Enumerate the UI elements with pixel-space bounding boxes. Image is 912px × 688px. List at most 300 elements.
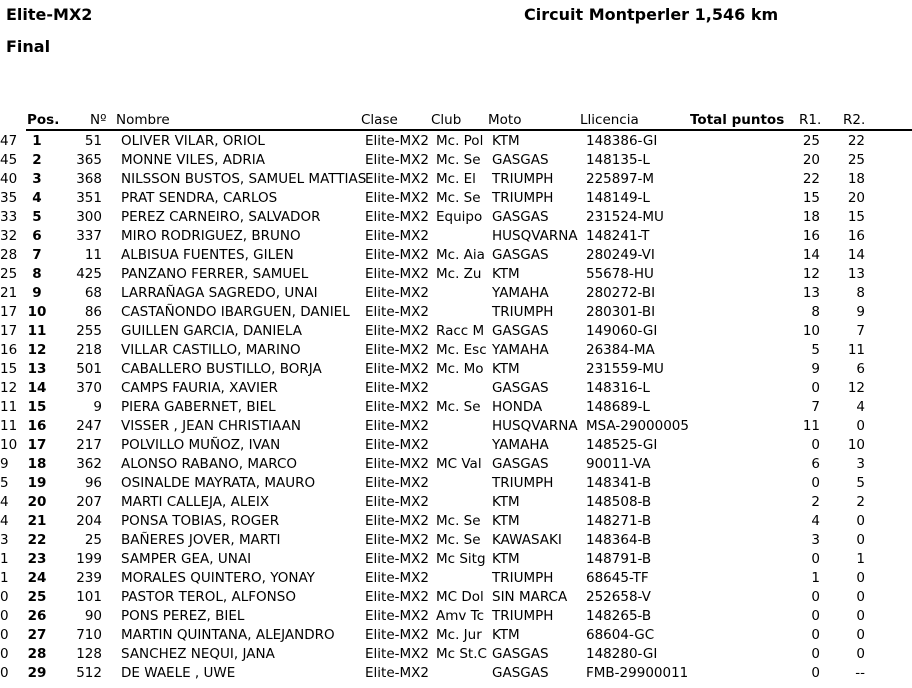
license-cell: 148316-L <box>586 380 650 396</box>
rider-name-cell: VILLAR CASTILLO, MARINO <box>121 342 301 358</box>
rider-name-cell: SAMPER GEA, UNAI <box>121 551 252 567</box>
total-points-cell: 25 <box>0 266 18 282</box>
race2-points-cell: 3 <box>856 456 865 472</box>
license-cell: 148508-B <box>586 494 652 510</box>
race1-points-cell: 4 <box>811 513 820 529</box>
position-cell: 22 <box>27 532 47 548</box>
class-cell: Elite-MX2 <box>365 266 429 282</box>
club-cell: MC Dol <box>436 589 484 605</box>
race2-points-cell: 9 <box>856 304 865 320</box>
license-cell: 148689-L <box>586 399 650 415</box>
position-cell: 19 <box>27 475 47 491</box>
rider-name-cell: OLIVER VILAR, ORIOL <box>121 133 265 149</box>
rider-number-cell: 25 <box>84 532 102 548</box>
race2-points-cell: 25 <box>847 152 865 168</box>
race2-points-cell: 0 <box>856 418 865 434</box>
table-row <box>0 550 912 569</box>
total-points-cell: 47 <box>0 133 18 149</box>
table-row <box>0 341 912 360</box>
table-row <box>0 436 912 455</box>
table-row <box>0 265 912 284</box>
license-cell: 68645-TF <box>586 570 649 586</box>
license-cell: 148265-B <box>586 608 652 624</box>
rider-name-cell: ALONSO RABANO, MARCO <box>121 456 298 472</box>
rider-number-cell: 512 <box>76 665 102 681</box>
rider-name-cell: PONS PEREZ, BIEL <box>121 608 245 624</box>
column-header-clase: Clase <box>361 112 398 128</box>
rider-name-cell: NILSSON BUSTOS, SAMUEL MATTIAS <box>121 171 367 187</box>
club-cell: Equipo <box>436 209 483 225</box>
total-points-cell: 0 <box>0 608 9 624</box>
rider-number-cell: 365 <box>76 152 102 168</box>
license-cell: 231559-MU <box>586 361 664 377</box>
column-header-name: Nombre <box>116 112 170 128</box>
club-cell: Mc. Se <box>436 399 481 415</box>
position-cell: 8 <box>32 266 42 282</box>
total-points-cell: 15 <box>0 361 18 377</box>
club-cell: Mc. Jur <box>436 627 482 643</box>
race2-points-cell: 0 <box>856 513 865 529</box>
column-header-pos: Pos. <box>27 112 60 128</box>
race2-points-cell: 13 <box>847 266 865 282</box>
license-cell: 26384-MA <box>586 342 655 358</box>
rider-number-cell: 239 <box>76 570 102 586</box>
race1-points-cell: 2 <box>811 494 820 510</box>
class-cell: Elite-MX2 <box>365 551 429 567</box>
motorcycle-cell: KTM <box>492 627 520 643</box>
rider-name-cell: MORALES QUINTERO, YONAY <box>121 570 315 586</box>
rider-name-cell: MONNE VILES, ADRIA <box>121 152 265 168</box>
motorcycle-cell: GASGAS <box>492 456 549 472</box>
license-cell: 252658-V <box>586 589 651 605</box>
license-cell: 225897-M <box>586 171 655 187</box>
rider-name-cell: VISSER , JEAN CHRISTIAAN <box>121 418 301 434</box>
race2-points-cell: 0 <box>856 570 865 586</box>
race2-points-cell: 12 <box>847 380 865 396</box>
motorcycle-cell: TRIUMPH <box>492 475 554 491</box>
motorcycle-cell: GASGAS <box>492 323 549 339</box>
class-cell: Elite-MX2 <box>365 532 429 548</box>
rider-name-cell: DE WAELE , UWE <box>121 665 236 681</box>
club-cell: Mc. Aia <box>436 247 485 263</box>
column-header-num: Nº <box>90 112 107 128</box>
race2-points-cell: 0 <box>856 532 865 548</box>
rider-name-cell: GUILLEN GARCIA, DANIELA <box>121 323 302 339</box>
total-points-cell: 17 <box>0 323 18 339</box>
table-row <box>0 398 912 417</box>
table-row <box>0 588 912 607</box>
total-points-cell: 16 <box>0 342 18 358</box>
position-cell: 23 <box>27 551 47 567</box>
race1-points-cell: 9 <box>811 361 820 377</box>
table-row <box>0 626 912 645</box>
club-cell: Mc Sitg <box>436 551 486 567</box>
class-cell: Elite-MX2 <box>365 342 429 358</box>
rider-name-cell: MIRO RODRIGUEZ, BRUNO <box>121 228 301 244</box>
class-cell: Elite-MX2 <box>365 665 429 681</box>
table-row <box>0 569 912 588</box>
table-row <box>0 208 912 227</box>
table-row <box>0 664 912 683</box>
motorcycle-cell: KTM <box>492 513 520 529</box>
rider-name-cell: MARTI CALLEJA, ALEIX <box>121 494 270 510</box>
table-row <box>0 455 912 474</box>
license-cell: 148271-B <box>586 513 652 529</box>
total-points-cell: 33 <box>0 209 18 225</box>
class-cell: Elite-MX2 <box>365 228 429 244</box>
total-points-cell: 0 <box>0 627 9 643</box>
race1-points-cell: 0 <box>811 589 820 605</box>
race1-points-cell: 5 <box>811 342 820 358</box>
license-cell: 280272-BI <box>586 285 656 301</box>
motorcycle-cell: KTM <box>492 133 520 149</box>
rider-number-cell: 207 <box>76 494 102 510</box>
total-points-cell: 0 <box>0 665 9 681</box>
category-title: Elite-MX2 <box>6 5 93 24</box>
license-cell: 148149-L <box>586 190 650 206</box>
class-cell: Elite-MX2 <box>365 190 429 206</box>
column-header-r1: R1. <box>799 112 822 128</box>
race2-points-cell: 0 <box>856 608 865 624</box>
rider-number-cell: 501 <box>76 361 102 377</box>
position-cell: 4 <box>32 190 42 206</box>
column-header-total: Total puntos <box>690 112 785 128</box>
motorcycle-cell: SIN MARCA <box>492 589 568 605</box>
motorcycle-cell: HUSQVARNA <box>492 418 578 434</box>
license-cell: 149060-GI <box>586 323 658 339</box>
race1-points-cell: 6 <box>811 456 820 472</box>
race1-points-cell: 0 <box>811 608 820 624</box>
race2-points-cell: 0 <box>856 646 865 662</box>
license-cell: 148525-GI <box>586 437 658 453</box>
rider-number-cell: 351 <box>76 190 102 206</box>
race2-points-cell: 6 <box>856 361 865 377</box>
class-cell: Elite-MX2 <box>365 475 429 491</box>
motorcycle-cell: GASGAS <box>492 380 549 396</box>
race1-points-cell: 12 <box>802 266 820 282</box>
total-points-cell: 3 <box>0 532 9 548</box>
table-row <box>0 189 912 208</box>
race1-points-cell: 0 <box>811 475 820 491</box>
table-row <box>0 493 912 512</box>
rider-number-cell: 300 <box>76 209 102 225</box>
race2-points-cell: 8 <box>856 285 865 301</box>
total-points-cell: 4 <box>0 513 9 529</box>
motorcycle-cell: KTM <box>492 494 520 510</box>
license-cell: 148791-B <box>586 551 652 567</box>
class-cell: Elite-MX2 <box>365 171 429 187</box>
rider-number-cell: 368 <box>76 171 102 187</box>
position-cell: 13 <box>27 361 47 377</box>
motorcycle-cell: TRIUMPH <box>492 608 554 624</box>
total-points-cell: 9 <box>0 456 9 472</box>
rider-name-cell: OSINALDE MAYRATA, MAURO <box>121 475 316 491</box>
position-cell: 9 <box>32 285 42 301</box>
rider-number-cell: 101 <box>76 589 102 605</box>
total-points-cell: 11 <box>0 418 18 434</box>
class-cell: Elite-MX2 <box>365 646 429 662</box>
position-cell: 28 <box>27 646 47 662</box>
motorcycle-cell: KTM <box>492 551 520 567</box>
class-cell: Elite-MX2 <box>365 361 429 377</box>
total-points-cell: 28 <box>0 247 18 263</box>
club-cell: MC Val <box>436 456 482 472</box>
race2-points-cell: 0 <box>856 589 865 605</box>
race1-points-cell: 0 <box>811 437 820 453</box>
table-row <box>0 246 912 265</box>
license-cell: 68604-GC <box>586 627 655 643</box>
position-cell: 18 <box>27 456 47 472</box>
class-cell: Elite-MX2 <box>365 627 429 643</box>
position-cell: 15 <box>27 399 47 415</box>
position-cell: 21 <box>27 513 47 529</box>
club-cell: Mc. El <box>436 171 476 187</box>
table-row <box>0 151 912 170</box>
motorcycle-cell: TRIUMPH <box>492 190 554 206</box>
race2-points-cell: 0 <box>856 627 865 643</box>
position-cell: 1 <box>32 133 42 149</box>
motorcycle-cell: YAMAHA <box>492 285 549 301</box>
rider-number-cell: 51 <box>84 133 102 149</box>
motorcycle-cell: KTM <box>492 361 520 377</box>
header-divider <box>26 129 912 131</box>
total-points-cell: 0 <box>0 589 9 605</box>
column-header-club: Club <box>431 112 462 128</box>
table-row <box>0 474 912 493</box>
race2-points-cell: 14 <box>847 247 865 263</box>
club-cell: Mc. Pol <box>436 133 484 149</box>
total-points-cell: 10 <box>0 437 18 453</box>
race2-points-cell: 11 <box>847 342 865 358</box>
position-cell: 26 <box>27 608 47 624</box>
race1-points-cell: 8 <box>811 304 820 320</box>
class-cell: Elite-MX2 <box>365 304 429 320</box>
rider-number-cell: 199 <box>76 551 102 567</box>
rider-name-cell: PONSA TOBIAS, ROGER <box>121 513 280 529</box>
motorcycle-cell: KTM <box>492 266 520 282</box>
race1-points-cell: 0 <box>811 551 820 567</box>
club-cell: Mc. Se <box>436 532 481 548</box>
club-cell: Mc. Zu <box>436 266 482 282</box>
total-points-cell: 1 <box>0 570 9 586</box>
race2-points-cell: 22 <box>847 133 865 149</box>
race1-points-cell: 18 <box>802 209 820 225</box>
rider-number-cell: 86 <box>84 304 102 320</box>
rider-name-cell: PEREZ CARNEIRO, SALVADOR <box>121 209 321 225</box>
position-cell: 24 <box>27 570 47 586</box>
position-cell: 16 <box>27 418 47 434</box>
circuit-title: Circuit Montperler 1,546 km <box>524 5 779 24</box>
license-cell: MSA-29000005 <box>586 418 689 434</box>
race1-points-cell: 20 <box>802 152 820 168</box>
race2-points-cell: 10 <box>847 437 865 453</box>
position-cell: 5 <box>32 209 42 225</box>
rider-number-cell: 9 <box>93 399 102 415</box>
race1-points-cell: 11 <box>802 418 820 434</box>
motorcycle-cell: YAMAHA <box>492 437 549 453</box>
race1-points-cell: 1 <box>811 570 820 586</box>
class-cell: Elite-MX2 <box>365 380 429 396</box>
class-cell: Elite-MX2 <box>365 209 429 225</box>
column-header-r2: R2. <box>843 112 866 128</box>
position-cell: 17 <box>27 437 47 453</box>
race1-points-cell: 25 <box>802 133 820 149</box>
table-row <box>0 512 912 531</box>
race2-points-cell: 20 <box>847 190 865 206</box>
license-cell: 280249-VI <box>586 247 655 263</box>
total-points-cell: 17 <box>0 304 18 320</box>
rider-name-cell: CABALLERO BUSTILLO, BORJA <box>121 361 322 377</box>
rider-name-cell: PIERA GABERNET, BIEL <box>121 399 276 415</box>
club-cell: Amv Tc <box>436 608 485 624</box>
race1-points-cell: 0 <box>811 646 820 662</box>
club-cell: Mc. Mo <box>436 361 484 377</box>
rider-name-cell: MARTIN QUINTANA, ALEJANDRO <box>121 627 335 643</box>
race1-points-cell: 22 <box>802 171 820 187</box>
motorcycle-cell: HONDA <box>492 399 543 415</box>
rider-name-cell: LARRAÑAGA SAGREDO, UNAI <box>121 285 318 301</box>
motorcycle-cell: GASGAS <box>492 247 549 263</box>
rider-number-cell: 90 <box>84 608 102 624</box>
motorcycle-cell: HUSQVARNA <box>492 228 578 244</box>
license-cell: 148341-B <box>586 475 652 491</box>
rider-number-cell: 255 <box>76 323 102 339</box>
club-cell: Mc. Esc <box>436 342 487 358</box>
rider-number-cell: 710 <box>76 627 102 643</box>
rider-name-cell: CASTAÑONDO IBARGUEN, DANIEL <box>121 304 350 320</box>
race2-points-cell: -- <box>855 665 865 681</box>
total-points-cell: 45 <box>0 152 18 168</box>
table-row <box>0 417 912 436</box>
column-header-moto: Moto <box>488 112 522 128</box>
motorcycle-cell: GASGAS <box>492 646 549 662</box>
rider-number-cell: 218 <box>76 342 102 358</box>
rider-number-cell: 362 <box>76 456 102 472</box>
table-row <box>0 607 912 626</box>
rider-number-cell: 128 <box>76 646 102 662</box>
motorcycle-cell: GASGAS <box>492 665 549 681</box>
race2-points-cell: 7 <box>856 323 865 339</box>
table-row <box>0 360 912 379</box>
position-cell: 14 <box>27 380 47 396</box>
race2-points-cell: 2 <box>856 494 865 510</box>
rider-number-cell: 370 <box>76 380 102 396</box>
license-cell: 148364-B <box>586 532 652 548</box>
total-points-cell: 1 <box>0 551 9 567</box>
race1-points-cell: 16 <box>802 228 820 244</box>
rider-number-cell: 247 <box>76 418 102 434</box>
club-cell: Mc St.C <box>436 646 487 662</box>
total-points-cell: 12 <box>0 380 18 396</box>
motorcycle-cell: GASGAS <box>492 152 549 168</box>
class-cell: Elite-MX2 <box>365 247 429 263</box>
rider-number-cell: 425 <box>76 266 102 282</box>
position-cell: 27 <box>27 627 47 643</box>
table-row <box>0 132 912 151</box>
column-header-licencia: Llicencia <box>580 112 639 128</box>
class-cell: Elite-MX2 <box>365 133 429 149</box>
club-cell: Racc M <box>436 323 485 339</box>
license-cell: 148280-GI <box>586 646 658 662</box>
motorcycle-cell: YAMAHA <box>492 342 549 358</box>
position-cell: 25 <box>27 589 47 605</box>
race1-points-cell: 13 <box>802 285 820 301</box>
license-cell: 148241-T <box>586 228 650 244</box>
table-row <box>0 322 912 341</box>
license-cell: FMB-29900011 <box>586 665 689 681</box>
class-cell: Elite-MX2 <box>365 494 429 510</box>
rider-name-cell: PASTOR TEROL, ALFONSO <box>121 589 296 605</box>
motorcycle-cell: TRIUMPH <box>492 570 554 586</box>
rider-name-cell: ALBISUA FUENTES, GILEN <box>121 247 294 263</box>
table-row <box>0 645 912 664</box>
license-cell: 55678-HU <box>586 266 654 282</box>
table-row <box>0 227 912 246</box>
motorcycle-cell: GASGAS <box>492 209 549 225</box>
position-cell: 29 <box>27 665 47 681</box>
position-cell: 2 <box>32 152 42 168</box>
position-cell: 10 <box>27 304 47 320</box>
class-cell: Elite-MX2 <box>365 437 429 453</box>
total-points-cell: 0 <box>0 646 9 662</box>
club-cell: Mc. Se <box>436 190 481 206</box>
total-points-cell: 35 <box>0 190 18 206</box>
race1-points-cell: 14 <box>802 247 820 263</box>
race1-points-cell: 10 <box>802 323 820 339</box>
position-cell: 11 <box>27 323 47 339</box>
race1-points-cell: 0 <box>811 380 820 396</box>
total-points-cell: 32 <box>0 228 18 244</box>
motorcycle-cell: TRIUMPH <box>492 171 554 187</box>
rider-name-cell: SANCHEZ NEQUI, JANA <box>121 646 275 662</box>
rider-number-cell: 204 <box>76 513 102 529</box>
class-cell: Elite-MX2 <box>365 570 429 586</box>
race2-points-cell: 5 <box>856 475 865 491</box>
rider-name-cell: BAÑERES JOVER, MARTI <box>121 532 281 548</box>
rider-name-cell: POLVILLO MUÑOZ, IVAN <box>121 437 281 453</box>
class-cell: Elite-MX2 <box>365 589 429 605</box>
class-cell: Elite-MX2 <box>365 323 429 339</box>
class-cell: Elite-MX2 <box>365 285 429 301</box>
rider-number-cell: 96 <box>84 475 102 491</box>
table-row <box>0 303 912 322</box>
position-cell: 7 <box>32 247 42 263</box>
rider-name-cell: CAMPS FAURIA, XAVIER <box>121 380 278 396</box>
position-cell: 12 <box>27 342 47 358</box>
race1-points-cell: 7 <box>811 399 820 415</box>
table-row <box>0 170 912 189</box>
class-cell: Elite-MX2 <box>365 513 429 529</box>
race2-points-cell: 18 <box>847 171 865 187</box>
class-cell: Elite-MX2 <box>365 399 429 415</box>
race2-points-cell: 16 <box>847 228 865 244</box>
race1-points-cell: 0 <box>811 665 820 681</box>
total-points-cell: 5 <box>0 475 9 491</box>
rider-name-cell: PANZANO FERRER, SAMUEL <box>121 266 309 282</box>
race1-points-cell: 0 <box>811 627 820 643</box>
total-points-cell: 11 <box>0 399 18 415</box>
total-points-cell: 4 <box>0 494 9 510</box>
total-points-cell: 21 <box>0 285 18 301</box>
rider-number-cell: 68 <box>84 285 102 301</box>
race2-points-cell: 1 <box>856 551 865 567</box>
license-cell: 148386-GI <box>586 133 658 149</box>
position-cell: 3 <box>32 171 42 187</box>
class-cell: Elite-MX2 <box>365 418 429 434</box>
total-points-cell: 40 <box>0 171 18 187</box>
rider-name-cell: PRAT SENDRA, CARLOS <box>121 190 278 206</box>
license-cell: 148135-L <box>586 152 650 168</box>
